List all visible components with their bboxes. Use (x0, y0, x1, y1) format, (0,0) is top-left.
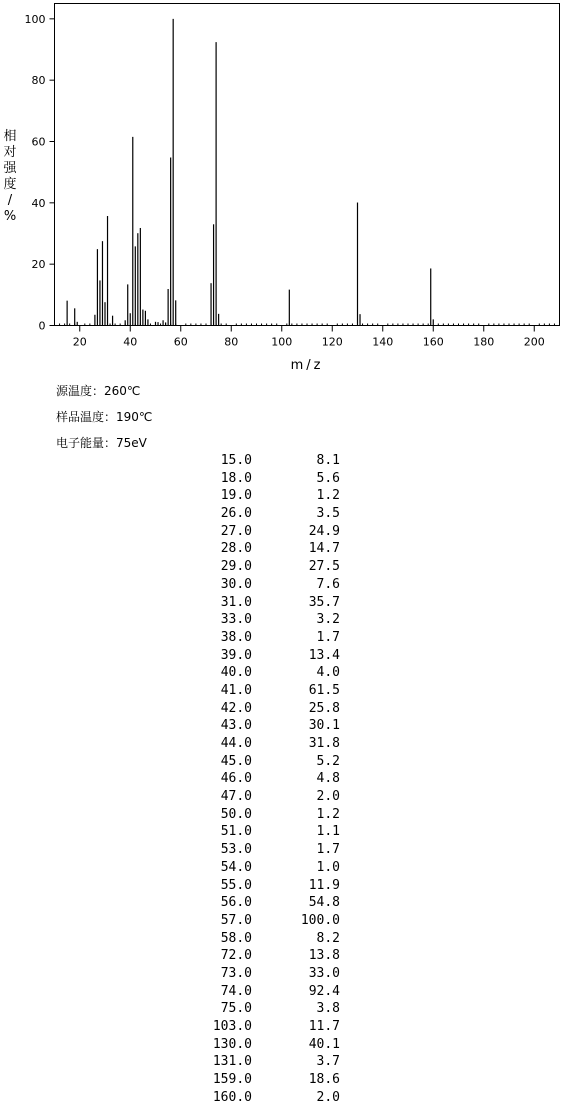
table-row (180, 894, 340, 912)
table-row (180, 682, 340, 700)
relative-abundance-value: 33.0 (308, 965, 340, 981)
relative-abundance-value: 11.9 (308, 877, 340, 893)
relative-abundance-value: 4.0 (316, 665, 340, 681)
relative-abundance-value: 13.8 (308, 948, 340, 964)
table-row (180, 753, 340, 771)
y-tick-label: 40 (31, 196, 46, 210)
mz-value: 45.0 (220, 753, 252, 769)
table-row (180, 452, 340, 470)
table-row (180, 1053, 340, 1071)
y-tick-label: 0 (38, 319, 46, 333)
table-row (180, 1018, 340, 1036)
x-tick-label: 80 (224, 335, 239, 349)
y-axis-label-char: 度 (3, 177, 17, 192)
relative-abundance-value: 1.1 (316, 824, 340, 840)
mz-value: 41.0 (220, 682, 252, 698)
mz-value: 15.0 (220, 453, 252, 468)
table-row (180, 841, 340, 859)
mz-value: 56.0 (220, 895, 252, 911)
table-row (180, 647, 340, 665)
table-row (180, 735, 340, 753)
relative-abundance-value: 4.8 (316, 771, 340, 787)
table-row (180, 859, 340, 877)
relative-abundance-value: 31.8 (308, 736, 340, 751)
y-axis-label-char: / (7, 193, 13, 208)
table-row (180, 1071, 340, 1089)
y-axis-label-char: 相 (3, 129, 17, 144)
relative-abundance-value: 30.1 (308, 718, 340, 734)
y-tick-label: 60 (31, 135, 46, 149)
relative-abundance-value: 92.4 (308, 983, 340, 999)
mz-value: 27.0 (220, 523, 252, 539)
mz-value: 39.0 (220, 647, 252, 663)
mz-value: 57.0 (220, 912, 252, 928)
table-row (180, 664, 340, 682)
relative-abundance-value: 13.4 (308, 647, 340, 663)
table-row (180, 523, 340, 541)
table-row (180, 965, 340, 983)
relative-abundance-value: 18.6 (308, 1072, 340, 1088)
table-row (180, 1036, 340, 1054)
relative-abundance-value: 7.6 (316, 576, 340, 592)
table-row (180, 629, 340, 647)
mz-value: 30.0 (220, 576, 252, 592)
table-row (180, 611, 340, 629)
spectrum-peaks (67, 19, 433, 326)
table-row (180, 788, 340, 806)
mz-value: 159.0 (212, 1072, 252, 1088)
x-tick-label: 100 (271, 335, 293, 349)
mz-value: 53.0 (220, 842, 252, 858)
mz-value: 29.0 (220, 559, 252, 575)
table-row (180, 470, 340, 488)
relative-abundance-value: 35.7 (308, 594, 340, 610)
mz-value: 50.0 (220, 806, 252, 822)
mz-value: 46.0 (220, 771, 252, 787)
relative-abundance-value: 8.2 (316, 930, 340, 946)
mz-value: 18.0 (220, 470, 252, 486)
table-row (180, 770, 340, 788)
y-tick-label: 20 (31, 258, 46, 272)
y-axis-label-char: 强 (3, 161, 17, 176)
mz-value: 26.0 (220, 506, 252, 522)
x-tick-label: 120 (321, 335, 343, 349)
mz-value: 72.0 (220, 948, 252, 964)
table-row (180, 558, 340, 576)
relative-abundance-value: 2.0 (316, 789, 340, 805)
mz-value: 40.0 (220, 665, 252, 681)
electron-energy: 电子能量：75eV (56, 436, 147, 450)
relative-abundance-value: 1.2 (316, 488, 340, 504)
sample-temperature: 样品温度：190℃ (56, 410, 153, 424)
table-row (180, 700, 340, 718)
mz-value: 38.0 (220, 629, 252, 645)
relative-abundance-value: 1.7 (316, 629, 340, 645)
relative-abundance-value: 1.2 (316, 806, 340, 822)
mz-value: 73.0 (220, 965, 252, 981)
mz-value: 131.0 (212, 1054, 252, 1070)
mz-value: 55.0 (220, 877, 252, 893)
relative-abundance-value: 27.5 (308, 559, 340, 575)
y-axis-label-char: % (3, 209, 17, 224)
mz-value: 74.0 (220, 983, 252, 999)
mz-value: 130.0 (212, 1036, 252, 1052)
plot-frame (55, 4, 560, 326)
x-tick-label: 140 (372, 335, 394, 349)
y-axis-ticks (25, 13, 55, 333)
table-row (180, 594, 340, 612)
relative-abundance-value: 11.7 (308, 1019, 340, 1034)
relative-abundance-value: 1.7 (316, 842, 340, 858)
relative-abundance-value: 3.5 (316, 506, 340, 522)
mz-value: 31.0 (220, 594, 252, 610)
relative-abundance-value: 24.9 (308, 523, 340, 539)
x-tick-label: 60 (173, 335, 188, 349)
mz-value: 42.0 (220, 700, 252, 716)
y-axis-label-char: 对 (3, 145, 17, 160)
relative-abundance-value: 25.8 (308, 700, 340, 716)
peak-table (180, 452, 340, 1106)
mz-value: 28.0 (220, 541, 252, 557)
x-axis-ticks (73, 326, 545, 349)
y-tick-label: 80 (31, 74, 46, 88)
relative-abundance-value: 100.0 (300, 912, 340, 928)
table-row (180, 487, 340, 505)
relative-abundance-value: 3.7 (316, 1054, 340, 1070)
relative-abundance-value: 8.1 (316, 453, 340, 468)
x-tick-label: 40 (123, 335, 138, 349)
x-tick-label: 20 (72, 335, 87, 349)
x-axis-label: m/z (290, 358, 324, 373)
relative-abundance-value: 61.5 (308, 682, 340, 698)
mz-value: 54.0 (220, 859, 252, 875)
relative-abundance-value: 2.0 (316, 1089, 340, 1105)
table-row (180, 877, 340, 895)
mz-value: 19.0 (220, 488, 252, 504)
mz-value: 44.0 (220, 736, 252, 751)
relative-abundance-value: 3.8 (316, 1001, 340, 1017)
relative-abundance-value: 3.2 (316, 612, 340, 628)
table-row (180, 912, 340, 930)
mz-value: 160.0 (212, 1089, 252, 1105)
source-temperature: 源温度：260℃ (56, 384, 141, 398)
y-tick-label: 100 (24, 12, 46, 26)
table-row (180, 983, 340, 1001)
table-row (180, 1089, 340, 1106)
y-axis-label (3, 128, 17, 224)
table-row (180, 823, 340, 841)
mz-value: 58.0 (220, 930, 252, 946)
table-row (180, 540, 340, 558)
x-tick-label: 160 (422, 335, 444, 349)
relative-abundance-value: 40.1 (308, 1036, 340, 1052)
mz-value: 33.0 (220, 612, 252, 628)
mass-spectrum-chart (0, 0, 570, 380)
table-row (180, 576, 340, 594)
measurement-conditions (56, 381, 152, 459)
relative-abundance-value: 54.8 (308, 895, 340, 911)
mz-value: 47.0 (220, 789, 252, 805)
relative-abundance-value: 1.0 (316, 859, 340, 875)
relative-abundance-value: 14.7 (308, 541, 340, 557)
x-tick-label: 180 (473, 335, 495, 349)
mz-value: 103.0 (212, 1019, 252, 1034)
table-row (180, 717, 340, 735)
mz-value: 51.0 (220, 824, 252, 840)
table-row (180, 1000, 340, 1018)
table-row (180, 505, 340, 523)
relative-abundance-value: 5.6 (316, 470, 340, 486)
table-row (180, 947, 340, 965)
table-row (180, 930, 340, 948)
mz-value: 43.0 (220, 718, 252, 734)
relative-abundance-value: 5.2 (316, 753, 340, 769)
mz-value: 75.0 (220, 1001, 252, 1017)
table-row (180, 806, 340, 824)
x-tick-label: 200 (523, 335, 545, 349)
